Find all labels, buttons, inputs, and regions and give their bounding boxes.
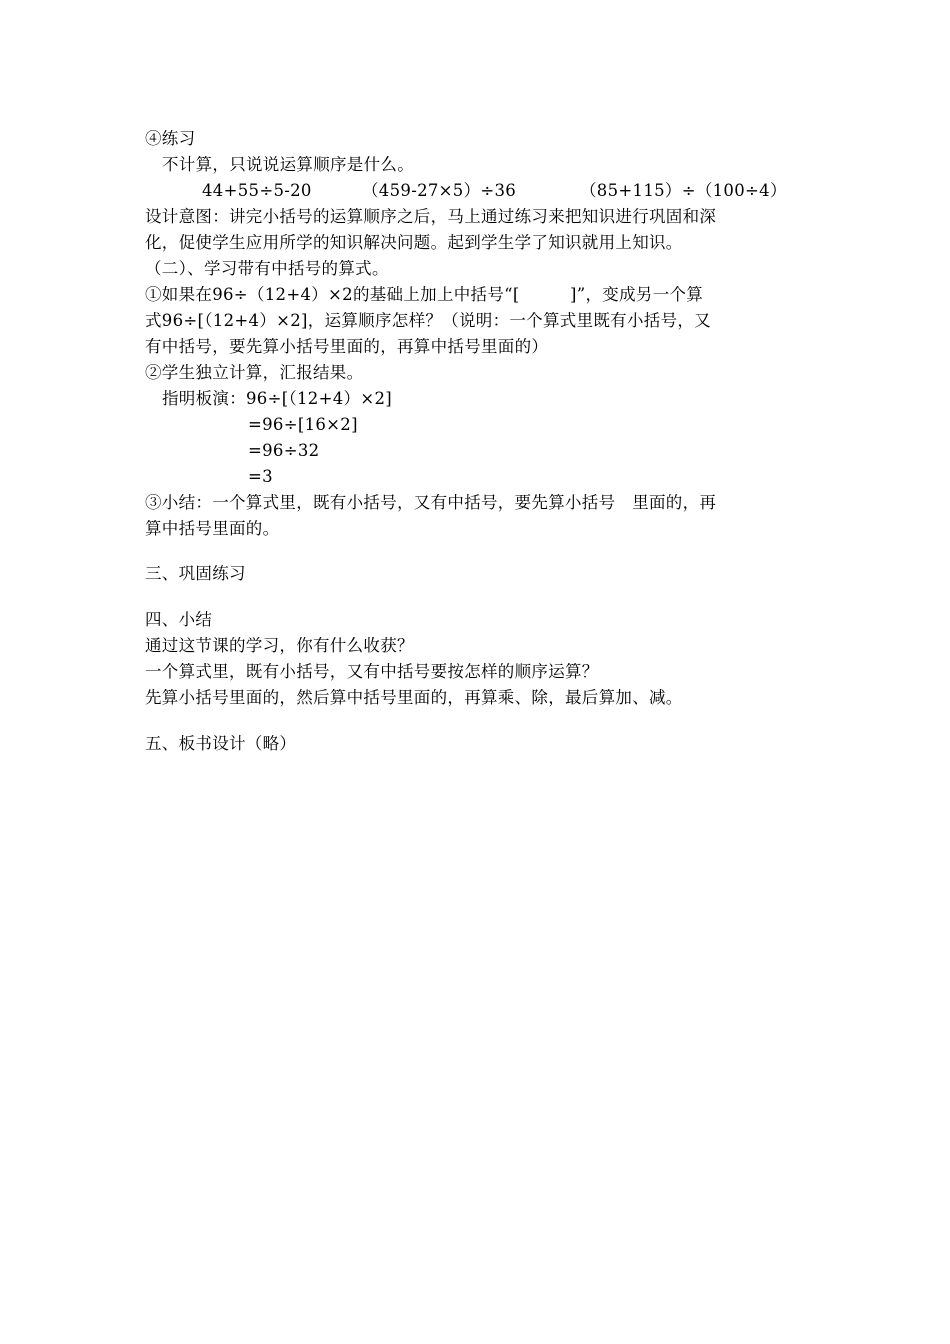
paragraph-line: 先算小括号里面的，然后算中括号里面的，再算乘、除，最后算加、减。 (145, 688, 683, 707)
section-heading-summary: 四、小结 (145, 610, 213, 629)
paragraph-line: 通过这节课的学习，你有什么收获？ (145, 636, 414, 655)
practice-instruction: 不计算，只说说运算顺序是什么。 (162, 155, 414, 174)
board-work-step: =96÷32 (248, 441, 320, 460)
expression-3: （85+115）÷（100÷4） (580, 181, 787, 200)
board-work-step: =96÷[16×2] (248, 415, 358, 434)
paragraph-line: ③小结：一个算式里，既有小括号，又有中括号，要先算小括号 里面的，再 (145, 493, 717, 512)
paragraph-line: 设计意图：讲完小括号的运算顺序之后，马上通过练习来把知识进行巩固和深 (145, 207, 717, 226)
expression-1: 44+55÷5-20 (202, 181, 312, 200)
section-heading-consolidation: 三、巩固练习 (145, 564, 246, 583)
paragraph-line: 式96÷[（12+4）×2]，运算顺序怎样？（说明：一个算式里既有小括号，又 (145, 311, 711, 330)
section-heading-brackets: （二）、学习带有中括号的算式。 (145, 259, 389, 278)
board-work-step: =3 (248, 467, 273, 486)
paragraph-line: 一个算式里，既有小括号，又有中括号要按怎样的顺序运算？ (145, 662, 599, 681)
paragraph-line: 化，促使学生应用所学的知识解决问题。起到学生学了知识就用上知识。 (145, 233, 683, 252)
paragraph-line: ①如果在96÷（12+4）×2的基础上加上中括号“[ ]”，变成另一个算 (145, 285, 704, 304)
paragraph-line: 有中括号，要先算小括号里面的，再算中括号里面的） (145, 337, 549, 356)
paragraph-line: 算中括号里面的。 (145, 519, 280, 538)
board-work-line: 指明板演：96÷[（12+4）×2] (162, 389, 392, 408)
section-heading-board-design: 五、板书设计（略） (145, 734, 297, 753)
expression-2: （459-27×5）÷36 (362, 181, 517, 200)
paragraph-line: ②学生独立计算，汇报结果。 (145, 363, 364, 382)
section-heading-practice: ④练习 (145, 129, 196, 148)
